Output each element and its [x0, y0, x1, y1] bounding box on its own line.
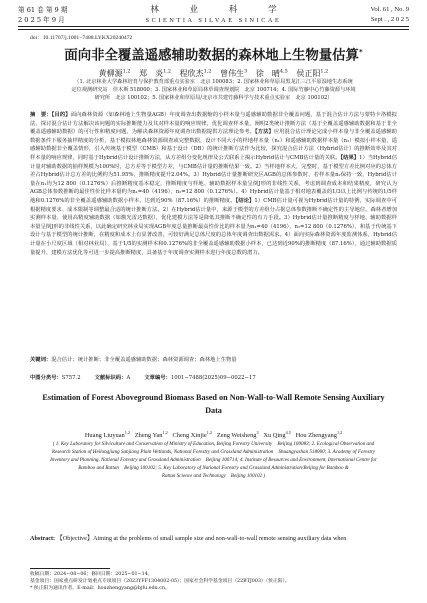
footnotes	[30, 571, 397, 593]
abstract-en	[30, 534, 397, 543]
journal-name-en: SCIENTIA SILVAE SINICAE	[145, 17, 282, 24]
affiliation-line: （1. 北京林业大学森林培育与保护教育部重点实验室 北京 100083；2. 国家林业和草原局黑龙江三江平原湿地生态系统	[74, 79, 353, 85]
header-issue-en	[370, 5, 409, 25]
article-number-value: 1001−7488(2025)09−0022−17	[170, 375, 256, 381]
abstract-en-text: 【Objective】Aiming at the problems of small sample size and non-wall-to-wall remote sensing auxiliary data when	[56, 535, 347, 542]
issue-cn: 第 61 卷 第 9 期	[18, 6, 68, 14]
doi[interactable]: doi：10.11707/j.1001−7488.LYKX20240472	[30, 35, 133, 41]
abstract-section-tag: 【方法】	[255, 129, 274, 136]
volume-en: Vol. 61 , No. 9	[370, 6, 409, 13]
author-affil-sup: 1,2	[124, 430, 130, 435]
abstract-section-text: 1）当Hybrid估计量对辅助数据的抽样规模为100%时，总方差等于模型方差，与CMB估计量的推断结果一致。2）当样地样本大，完整时，基于模型方差比例对应的总体方差占Hybrid估计总方差的比例约为51.95%，推断精度提升2.04%。3）Hybrid估计量推断研究区AGB的总体参数时，若样本量n₂保持一致，Hybrid估计量在n₁均为12 800（0.1276%）后推断精度基本稳定，推断精度与样地、辅助数据样本量呈倒J形的非线性关系，考虑到调查成本和结果精度，研究认为AGB总体参数推断的最佳性价比样本量约为n₁=40（4196），n₂=12 800（0.1276%）。4）Hybrid估计量基于相对地表覆盖的1/3以上比例与传统的1/5样地和0.1276%的非全覆盖遥感辅助数据小样本，达到近90%（87.16%）的推断精度。	[30, 154, 397, 204]
author-name: Hou Zhengyang	[295, 432, 337, 440]
author-affil-sup: 4,5	[285, 430, 291, 435]
header-journal	[18, 5, 409, 25]
affiliations-cn	[30, 79, 397, 102]
author-affil-sup: 3	[256, 430, 259, 435]
keywords-cn-label: 关键词：	[30, 357, 52, 363]
authors-cn	[0, 66, 427, 79]
abstract-section-tag: 【目的】	[51, 112, 71, 118]
abstract-section-tag: 【结果】	[340, 154, 360, 161]
author-cn	[296, 69, 328, 78]
abstract-cn	[30, 111, 397, 257]
authors-en	[0, 428, 427, 440]
classification-line	[30, 374, 397, 382]
author-cn	[256, 69, 288, 78]
keywords-cn-text: 混合估计；统计推断；非全覆盖遥感辅助数据；森林资源调查；森林地上生物量	[51, 357, 237, 363]
author-name: 黄柳源	[98, 68, 123, 78]
author-affil-sup: 1,2	[203, 68, 212, 74]
affiliation-line: Research Station of Heilongjiang Sanjiang Plain Wetlands, National Forestry and Grassland Administration Shuangyashan 518000; 3. Academy of Forestry	[51, 448, 376, 455]
abstract-section-tag: 【结论】	[235, 197, 255, 204]
author-affil-sup: 1,2	[320, 68, 329, 74]
author-en	[217, 432, 259, 439]
doc-code-label: 文献标识码：	[94, 375, 127, 381]
author-affil-sup: 1,2	[336, 430, 343, 435]
author-name: Cheng Xinjie	[172, 432, 207, 440]
title-en: Estimation of Forest Aboveground Biomass Based on Non-Wall-to-Wall Remote Sensing Auxiliary Data	[42, 393, 385, 415]
author-affil-sup: 4,5	[279, 68, 288, 74]
author-en	[135, 432, 168, 439]
author-name: 徐 晴	[255, 68, 280, 78]
date-cn: 2 0 2 5 年 9 月	[18, 16, 65, 24]
author-cn	[99, 69, 131, 78]
author-en	[173, 432, 213, 439]
abstract-section-text: 1）CMB估计量可视为Hybrid估计量的特例，实际调查中可根据精度要求、成本限制等调整最合适的统计推断方法。2）在Hybrid估计量中，来源于模型的方差组分占据总体参数推断不确定性的主导地位，森林者增加实测样本量、使用高精度辅助数据（如激光雷达数据），优化建模方法等是降低其推断不确定性的有力手段。3）Hybrid估计量推断精度与样地、辅助数据样本量呈倒J形的非线性关系，以此确定研究林业局实现AGB年度总量推断最高性价比的样本量为n₁=40（4196），n₂=12 800（0.1276%），和基于传统基下设计与基于模型的统计推断，在精度和成本上有显著改善，可较好满足总体尺度的总体年度调查出数据需求。4）面向实际森林资源年度监测体系，Hybrid估计量在小尺度区域（相对林业局）、基于1/5的实测样本和0.1276%的非全覆盖遥感辅助数据小样本，已达到近90%的推断精度（87.16%），通过辅助数据质量提升、建模方法优化等可进一步提高推断精度，具备基于年度调查实测样本进行年度总数的潜力。	[30, 197, 397, 256]
footnote-received: 收稿日期：2024−08−06；修回日期：2025−01−14。	[30, 572, 153, 577]
author-affil-sup: 3	[244, 68, 248, 74]
author-cn	[220, 69, 247, 78]
author-name: Zeng Weisheng	[216, 432, 257, 440]
abstract-cn-label: 摘 要：	[30, 112, 52, 118]
footnote-funding: 基金项目：国家重点研发计划重点专项项目（2023YFF1304002-05）；国家社会科学基金项目（22BTJ003）（侯正阳）。	[30, 579, 290, 585]
clc-label: 中图分类号：	[30, 375, 62, 381]
author-affil-sup: 1,2	[122, 68, 131, 74]
doc-code-value: A	[126, 375, 131, 381]
author-name: Xu Qing	[263, 432, 286, 440]
author-en	[85, 432, 130, 439]
abstract-section-text: 面向森林资源（如森林地上生物量AGB）年度调查出数据缩的小样本量与遥感辅助数据非全覆盖问题，基于混合估计方法与蒙特卡洛模拟法，探讨混合估计方法解决该问题的实际推断能力及其对样本量的响应规律，优化调查样本量，阐明2类统计推断方法（基于全覆盖遥感辅助数据和基于非全覆盖遥感辅助数据）的可行性和精度问题，为解决森林资源年度调查出数据提供方法理论参考。	[30, 112, 397, 136]
affiliation-line: Bamboo and Rattan Beijing 100102; 5. Key Laboratory of National Forestry and Grassland Administration/Beijing for Bamboo &	[78, 464, 349, 471]
author-en	[263, 432, 290, 439]
author-name: Huang Liuyuan	[84, 432, 125, 440]
author-affil-sup: 1,2	[162, 430, 168, 435]
title-footnote-mark: *	[358, 48, 363, 56]
affiliation-line: Rattan Science and Technology Beijing 100102 )	[161, 472, 266, 479]
author-name: Zheng Yan	[134, 432, 163, 440]
affiliation-line: ( 1. Key Laboratory for Silviculture and Conservation of Ministry of Education, Beijing Forestry University Beijing 100083; 2. Ecological Observation and	[52, 441, 375, 447]
abstract-section-text: 应用混合估计理论完成小样本量与非全覆盖遥感辅助数据条件下服务抽样精度的分析，基于模拟林地森林资源调查或完整数据，设计不同大小的样地样本量（n₁）和遥感辅助数据样本量（n₂）模拟小样本量、遥感辅助数据非全覆盖情形，引入传统基于模型（CMB）和基于设计（DB）的统计推断方法作为比较，探究混合估计方法（Hybrid估计）的推断效率及其对样本量的响应规律，同时基于Hybrid估计设计推断方法，从方差组分变化规律及公式联系上揭示Hybrid估计与CMB估计量的关联。	[30, 129, 397, 161]
keywords-cn	[30, 356, 397, 364]
author-name: 程欣杰	[179, 68, 204, 78]
clc-value: S757.2	[61, 375, 81, 381]
author-affil-sup: 1,2	[163, 68, 172, 74]
title-cn	[0, 43, 427, 65]
abstract-en-label: Abstract:	[30, 535, 56, 542]
affiliation-line: 研究所 北京 100102；5. 国家林业和草原局/北京市共建竹藤科学与技术重点实验室 北京 100102）	[94, 94, 333, 101]
author-en	[296, 432, 343, 439]
author-name: 郑 炎	[139, 68, 164, 78]
author-affil-sup: 1,2	[206, 430, 213, 435]
article-number-label: 文章编号：	[144, 375, 171, 381]
author-name: 曾伟生	[220, 68, 245, 78]
journal-name-cn: 林 业 科 学	[150, 5, 291, 15]
footnote-rule	[30, 568, 110, 569]
affiliations-en	[42, 441, 385, 481]
date-en: Sept . , 2 0 2 5	[370, 16, 409, 23]
author-cn	[180, 69, 212, 78]
footnote-correspondence[interactable]: * 侯正阳为通讯作者。E-mail：houzhengyang@bjfu.edu.cn。	[30, 586, 170, 592]
title-cn-text: 面向非全覆盖遥感辅助数据的森林地上生物量估算	[64, 48, 359, 64]
affiliation-line: Inventory and Planning, National Forestry and Grassland Administration Beijing 100714; 4. Institute of Resources and Environment, International Centre for	[50, 456, 377, 463]
header-rule-thick	[18, 26, 409, 27]
author-name: 侯正阳	[296, 68, 321, 78]
header-rule-thin	[18, 29, 409, 30]
affiliation-line: 定位观测研究站 佳木斯 518000；3. 国家林业和草原局林草调查规划院 北京 100714；4. 国际竹藤中心竹藤资源与环境	[71, 86, 356, 93]
author-cn	[139, 69, 171, 78]
